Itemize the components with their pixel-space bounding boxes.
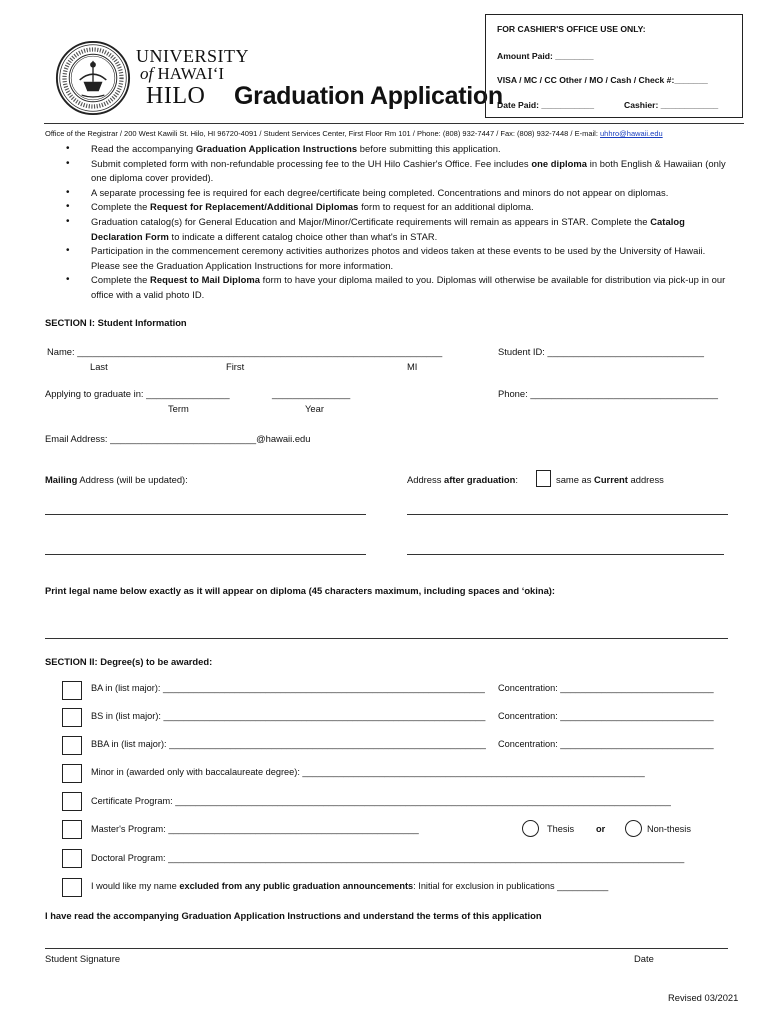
cashier-field[interactable]: Cashier: ____________ xyxy=(624,100,719,110)
minor-field[interactable]: Minor in (awarded only with baccalaureate degree): ___________________________________________________________________ xyxy=(91,767,645,777)
university-wordmark-hawaii: of HAWAI‘I xyxy=(140,64,225,83)
legal-name-line[interactable] xyxy=(45,638,728,639)
ba-major-field[interactable]: BA in (list major): _______________________________________________________________ xyxy=(91,683,485,693)
same-as-current-checkbox[interactable] xyxy=(536,470,551,487)
exclude-announcements-field[interactable]: I would like my name excluded from any public graduation announcements: Initial for exclusion in publications __________ xyxy=(91,881,609,891)
instructions-list xyxy=(66,142,736,303)
email-field[interactable]: Email Address: ____________________________@hawaii.edu xyxy=(45,433,311,444)
non-thesis-radio[interactable] xyxy=(625,820,642,837)
list-item: • Complete the Request for Replacement/Additional Diplomas form to request for an additional diploma. xyxy=(66,200,736,215)
bba-concentration-field[interactable]: Concentration: ______________________________ xyxy=(498,739,714,749)
cashier-use-box xyxy=(485,14,743,118)
or-label: or xyxy=(596,824,606,834)
bba-checkbox[interactable] xyxy=(62,736,82,755)
bs-concentration-field[interactable]: Concentration: ______________________________ xyxy=(498,711,714,721)
cashier-box-heading: FOR CASHIER'S OFFICE USE ONLY: xyxy=(497,24,646,34)
list-item: • Graduation catalog(s) for General Education and Major/Minor/Certificate requirements will remain as appears in STAR. Complete the Catalog Declaration Form to indicate a different catalog choice other than what's in STAR. xyxy=(66,215,736,244)
thesis-radio[interactable] xyxy=(522,820,539,837)
name-field[interactable]: Name: ______________________________________________________________________ xyxy=(47,346,443,357)
payment-method-field[interactable]: VISA / MC / CC Other / MO / Cash / Check #:_______ xyxy=(497,75,708,85)
office-contact-line: Office of the Registrar / 200 West Kawili St. Hilo, HI 96720-4091 / Student Services Center, First Floor Rm 101 / Phone: (808) 932-7447 / Fax: (808) 932-7448 / E-mail: uhhro@hawaii.edu xyxy=(45,129,663,138)
list-item: • A separate processing fee is required for each degree/certificate being completed. Concentrations and minors do not appear on diplomas. xyxy=(66,186,736,201)
section-2-heading: SECTION II: Degree(s) to be awarded: xyxy=(45,656,213,667)
address-after-graduation-label: Address after graduation: xyxy=(407,474,518,485)
after-graduation-address-line-2[interactable] xyxy=(407,554,724,555)
certificate-field[interactable]: Certificate Program: _________________________________________________________________________________________________ xyxy=(91,796,671,806)
university-wordmark: UNIVERSITY xyxy=(136,46,249,66)
list-item: • Complete the Request to Mail Diploma form to have your diploma mailed to you. Diplomas will otherwise be available for distribution via pick-up in our office with a valid photo ID. xyxy=(66,273,736,302)
revision-date: Revised 03/2021 xyxy=(668,992,739,1003)
mailing-address-line-2[interactable] xyxy=(45,554,366,555)
term-label: Term xyxy=(168,403,189,414)
list-item: • Read the accompanying Graduation Application Instructions before submitting this application. xyxy=(66,142,736,157)
list-item: • Participation in the commencement ceremony activities authorizes photos and videos taken at these events to be used by the University of Hawaii. Please see the Graduation Application Instructions for more information. xyxy=(66,244,736,273)
bs-major-field[interactable]: BS in (list major): _______________________________________________________________ xyxy=(91,711,486,721)
student-signature-label: Student Signature xyxy=(45,953,121,964)
certificate-checkbox[interactable] xyxy=(62,792,82,811)
exclude-announcements-checkbox[interactable] xyxy=(62,878,82,897)
same-as-current-label: same as Current address xyxy=(556,474,664,485)
graduation-year-field[interactable]: _______________ xyxy=(272,388,351,399)
year-label: Year xyxy=(305,403,324,414)
legal-name-instruction: Print legal name below exactly as it will appear on diploma (45 characters maximum, including spaces and ‘okina): xyxy=(45,585,556,596)
thesis-label: Thesis xyxy=(547,824,575,834)
page-title: Graduation Application xyxy=(234,82,503,110)
bba-major-field[interactable]: BBA in (list major): ______________________________________________________________ xyxy=(91,739,486,749)
header-rule xyxy=(44,123,744,124)
doctoral-field[interactable]: Doctoral Program: _____________________________________________________________________________________________________ xyxy=(91,853,685,863)
name-last-label: Last xyxy=(90,361,108,372)
section-1-heading: SECTION I: Student Information xyxy=(45,317,187,328)
masters-field[interactable]: Master's Program: _________________________________________________ xyxy=(91,824,419,834)
after-graduation-address-line-1[interactable] xyxy=(407,514,728,515)
bs-checkbox[interactable] xyxy=(62,708,82,727)
campus-wordmark: HILO xyxy=(146,83,206,109)
masters-checkbox[interactable] xyxy=(62,820,82,839)
ba-checkbox[interactable] xyxy=(62,681,82,700)
minor-checkbox[interactable] xyxy=(62,764,82,783)
mailing-address-line-1[interactable] xyxy=(45,514,366,515)
phone-field[interactable]: Phone: ____________________________________ xyxy=(498,388,719,399)
date-paid-field[interactable]: Date Paid: ___________ xyxy=(497,100,594,110)
doctoral-checkbox[interactable] xyxy=(62,849,82,868)
name-first-label: First xyxy=(226,361,245,372)
signature-line[interactable] xyxy=(45,948,728,949)
graduation-term-field[interactable]: Applying to graduate in: ________________ xyxy=(45,388,230,399)
ba-concentration-field[interactable]: Concentration: ______________________________ xyxy=(498,683,714,693)
name-mi-label: MI xyxy=(407,361,418,372)
mailing-address-label: Mailing Address (will be updated): xyxy=(45,474,188,485)
non-thesis-label: Non-thesis xyxy=(647,824,691,834)
university-seal-logo xyxy=(55,40,131,116)
list-item: • Submit completed form with non-refundable processing fee to the UH Hilo Cashier's Office. Fee includes one diploma in both English & Hawaiian (only one diploma cover provided). xyxy=(66,157,736,186)
email-link[interactable]: uhhro@hawaii.edu xyxy=(600,129,663,138)
acknowledgement-text: I have read the accompanying Graduation Application Instructions and understand the terms of this application xyxy=(45,910,542,921)
amount-paid-field[interactable]: Amount Paid: ________ xyxy=(497,51,594,61)
student-id-field[interactable]: Student ID: ______________________________ xyxy=(498,346,704,357)
date-label: Date xyxy=(634,953,654,964)
